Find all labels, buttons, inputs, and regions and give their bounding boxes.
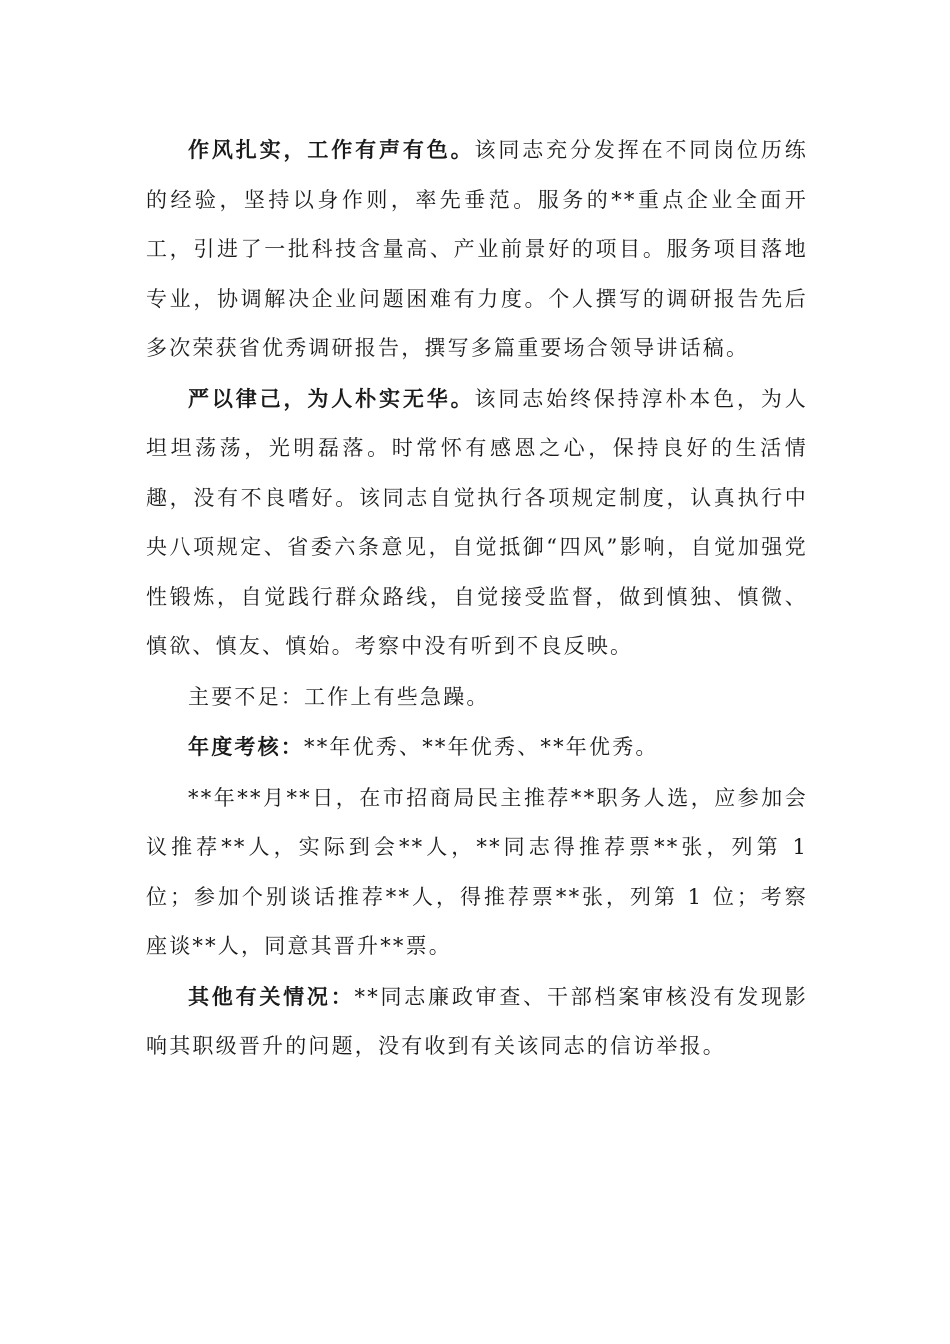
paragraph-heading: 严以律己，为人朴实无华。 [188,385,475,411]
document-body [146,125,808,1072]
paragraph-heading: 其他有关情况： [188,983,355,1009]
paragraph-shortcomings [146,672,808,723]
paragraph-text: **年优秀、**年优秀、**年优秀。 [304,735,659,759]
paragraph-text: 该同志始终保持淳朴本色，为人坦坦荡荡，光明磊落。时常怀有感恩之心，保持良好的生活情趣，没有不良嗜好。该同志自觉执行各项规定制度，认真执行中央八项规定、省委六条意见，自觉抵御“四风”影响，自觉加强党性锻炼，自觉践行群众路线，自觉接受监督，做到慎独、慎微、慎欲、慎友、慎始。考察中没有听到不良反映。 [146,386,808,658]
paragraph-text: **同志廉政审查、干部档案审核没有发现影响其职级晋升的问题，没有收到有关该同志的信访举报。 [146,984,809,1058]
paragraph-work-style [146,125,808,374]
paragraph-text: 主要不足：工作上有些急躁。 [188,684,490,709]
paragraph-text: **年**月**日，在市招商局民主推荐**职务人选，应参加会议推荐**人，实际到会**人，**同志得推荐票**张，列第 1 位；参加个别谈话推荐**人，得推荐票**张，列第 1 位；考察座谈**人，同意其晋升**票。 [146,785,808,958]
paragraph-other-info [146,972,808,1072]
paragraph-self-discipline [146,374,808,672]
paragraph-heading: 作风扎实，工作有声有色。 [188,137,475,162]
paragraph-annual-review [146,722,808,773]
paragraph-heading: 年度考核： [188,734,304,759]
paragraph-text: 该同志充分发挥在不同岗位历练的经验，坚持以身作则，率先垂范。服务的**重点企业全面开工，引进了一批科技含量高、产业前景好的项目。服务项目落地专业，协调解决企业问题困难有力度。个人撰写的调研报告先后多次荣获省优秀调研报告，撰写多篇重要场合领导讲话稿。 [146,138,808,360]
paragraph-recommendation [146,773,808,972]
